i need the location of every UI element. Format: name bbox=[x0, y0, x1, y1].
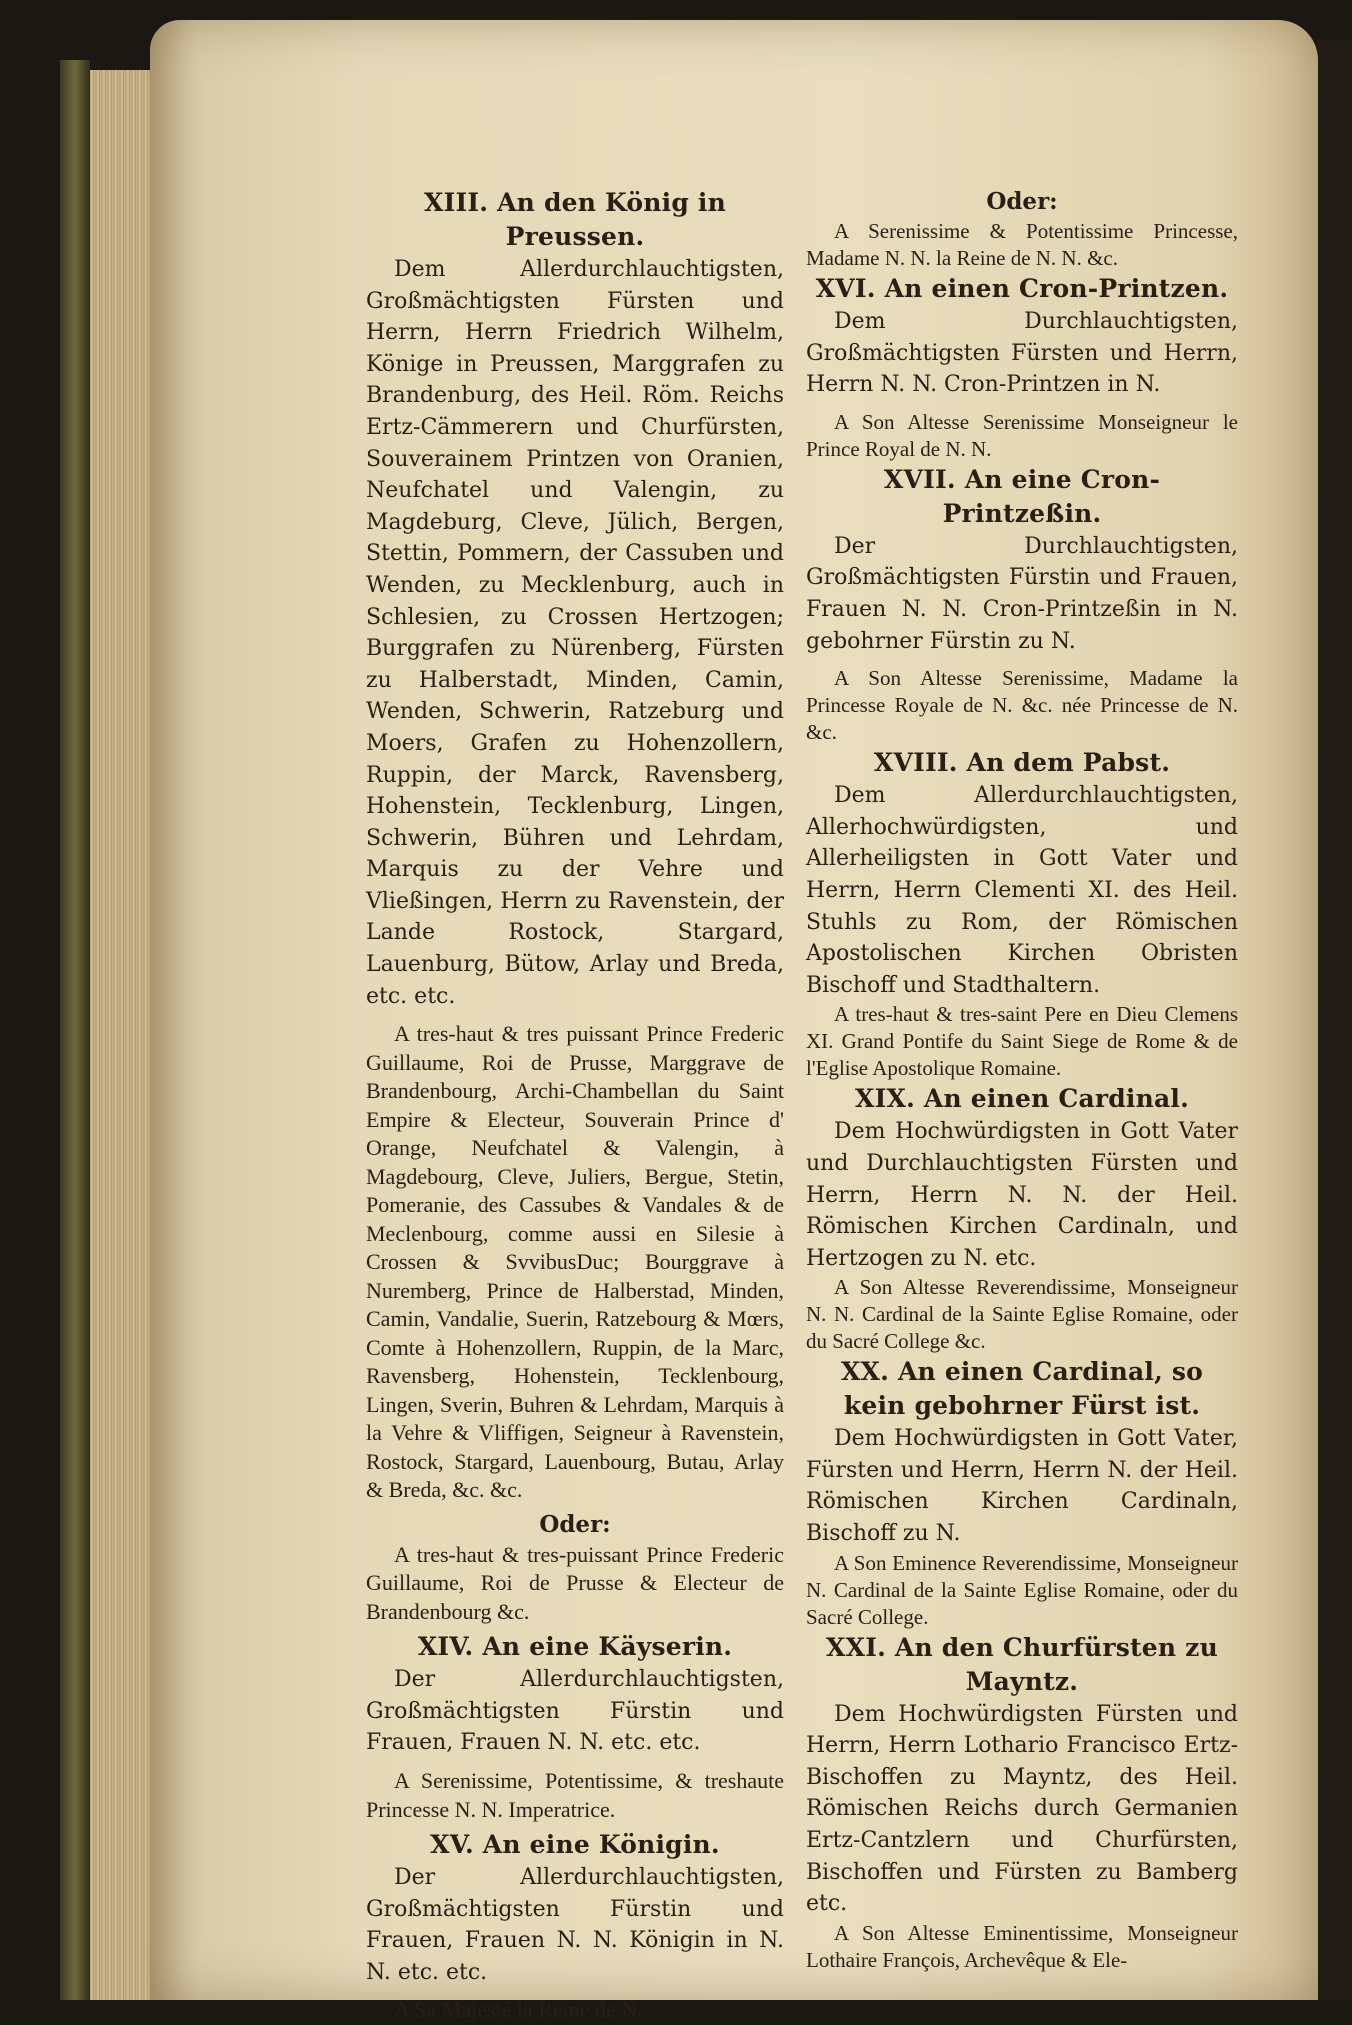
paragraph-xix-german: Dem Hochwürdigsten in Gott Vater und Durchlauchtigsten Fürsten und Herrn, Herrn N. N. der Heil. Römischen Kirchen Cardinaln, und Hertzogen zu N. etc. bbox=[806, 1119, 1238, 1271]
paragraph-xvii-german: Der Durchlauchtigsten, Großmächtigsten Fürstin und Frauen, Frauen N. N. Cron-Printzeßin in N. gebohrner Fürstin zu N. bbox=[806, 533, 1238, 654]
paragraph-xv-french-alt: A Serenissime & Potentissime Princesse, Madame N. N. la Reine de N. N. &c. bbox=[806, 219, 1238, 270]
paragraph-xvii-french: A Son Altesse Serenissime, Madame la Princesse Royale de N. &c. née Princesse de N. &c. bbox=[806, 666, 1238, 745]
paragraph-xvi-german: Dem Durchlauchtigsten, Großmächtigsten Fürsten und Herrn, Herrn N. N. Cron-Printzen in N. bbox=[806, 309, 1238, 398]
book-cover-edge bbox=[60, 60, 90, 2000]
heading-xx: XX. An einen Cardinal, so kein gebohrner Fürst ist. bbox=[840, 1357, 1204, 1421]
heading-xviii: XVIII. An dem Pabst. bbox=[873, 748, 1171, 778]
right-column bbox=[806, 186, 1238, 1974]
heading-xiv: XIV. An eine Käyserin. bbox=[417, 1632, 733, 1662]
heading-xvii: XVII. An eine Cron-Printzeßin. bbox=[883, 464, 1161, 528]
heading-xix: XIX. An einen Cardinal. bbox=[855, 1084, 1189, 1114]
heading-xiii: XIII. An den König in Preussen. bbox=[423, 188, 726, 251]
paragraph-xiv-french: A Serenissime, Potentissime, & treshaute Princesse N. N. Imperatrice. bbox=[366, 1768, 784, 1822]
paragraph-xiii-french-alt: A tres-haut & tres-puissant Prince Frederic Guillaume, Roi de Prusse & Electeur de Brandenbourg &c. bbox=[366, 1541, 784, 1624]
paragraph-xx-german: Dem Hochwürdigsten in Gott Vater, Fürsten und Herrn, Herrn N. der Heil. Römischen Kirchen Cardinaln, Bischoff zu N. bbox=[806, 1426, 1238, 1547]
oder-separator: Oder: bbox=[539, 1510, 611, 1538]
paragraph-xix-french: A Son Altesse Reverendissime, Monseigneur N. N. Cardinal de la Sainte Eglise Romaine, oder du Sacré College &c. bbox=[806, 1275, 1238, 1354]
paragraph-xxi-french: A Son Altesse Eminentissime, Monseigneur Lothaire François, Archevêque & Ele- bbox=[806, 1920, 1238, 1972]
paragraph-xx-french: A Son Eminence Reverendissime, Monseigneur N. Cardinal de la Sainte Eglise Romaine, oder du Sacré College. bbox=[806, 1550, 1238, 1629]
paragraph-xiii-german: Dem Allerdurchlauchtigsten, Großmächtigsten Fürsten und Herrn, Herrn Friedrich Wilhelm, Könige in Preussen, Marggrafen zu Brandenburg, des Heil. Röm. Reichs Ertz-Cämmerern und Churfürsten, Souverainem Printzen von Oranien, Neufchatel und Valengin, zu Magdeburg, Cleve, Jülich, Bergen, Stettin, Pommern, der Cassuben und Wenden, zu Mecklenburg, auch in Schlesien, zu Crossen Hertzogen; Burggrafen zu Nürenberg, Fürsten zu Halberstadt, Minden, Camin, Wenden, Schwerin, Ratzeburg und Moers, Grafen zu Hohenzollern, Ruppin, der Marck, Ravensberg, Hohenstein, Tecklenburg, Lingen, Schwerin, Bühren und Lehrdam, Marquis zu der Vehre und Vließingen, Herrn zu Ravenstein, der Lande Rostock, Stargard, Lauenburg, Bütow, Arlay und Breda, etc. etc. bbox=[366, 257, 784, 1009]
left-column bbox=[366, 186, 784, 2025]
paragraph-xiii-french: A tres-haut & tres puissant Prince Frederic Guillaume, Roi de Prusse, Marggrave de Brandenbourg, Archi-Chambellan du Saint Empire & Electeur, Souverain Prince d' Orange, Neufchatel & Valengin, à Magdebourg, Cleve, Juliers, Bergue, Stetin, Pomeranie, des Cassubes & Vandales & de Meclenbourg, comme aussi en Silesie à Crossen & SvvibusDuc; Bourggrave à Nuremberg, Prince de Halberstad, Minden, Camin, Vandalie, Suerin, Ratzebourg & Mœrs, Comte à Hohenzollern, Ruppin, de la Marc, Ravensberg, Hohenstein, Tecklenbourg, Lingen, Sverin, Buhren & Lehrdam, Marquis à la Vehre & Vliffigen, Seigneur à Ravenstein, Rostock, Stargard, Lauenbourg, Butau, Arlay & Breda, &c. &c. bbox=[366, 1021, 784, 1503]
paragraph-xviii-french: A tres-haut & tres-saint Pere en Dieu Clemens XI. Grand Pontife du Saint Siege de Rome & de l'Eglise Apostolique Romaine. bbox=[806, 1002, 1238, 1081]
paragraph-xv-french: A Sa Majesté la Reine de N. bbox=[394, 1997, 643, 2023]
paragraph-xviii-german: Dem Allerdurchlauchtigsten, Allerhochwürdigsten, und Allerheiligsten in Gott Vater und Herrn, Herrn Clementi XI. des Heil. Stuhls zu Rom, der Römischen Apostolischen Kirchen Obristen Bischoff und Stadthaltern. bbox=[806, 783, 1238, 998]
paragraph-xiv-german: Der Allerdurchlauchtigsten, Großmächtigsten Fürstin und Frauen, Frauen N. N. etc. etc. bbox=[366, 1667, 784, 1756]
heading-xv: XV. An eine Königin. bbox=[430, 1830, 720, 1860]
paragraph-xvi-french: A Son Altesse Serenissime Monseigneur le Prince Royal de N. N. bbox=[806, 409, 1238, 461]
heading-xvi: XVI. An einen Cron-Printzen. bbox=[815, 274, 1229, 303]
oder-separator: Oder: bbox=[986, 188, 1058, 215]
heading-xxi: XXI. An den Churfürsten zu Mayntz. bbox=[826, 1632, 1218, 1696]
paragraph-xxi-german: Dem Hochwürdigsten Fürsten und Herrn, Herrn Lothario Francisco Ertz-Bischoffen zu Mayntz, des Heil. Römischen Reichs durch Germanien Ertz-Cantzlern und Churfürsten, Bischoffen und Fürsten zu Bamberg etc. bbox=[806, 1701, 1238, 1917]
paragraph-xv-german: Der Allerdurchlauchtigsten, Großmächtigsten Fürstin und Frauen, Frauen N. N. Königin in N. N. etc. etc. bbox=[366, 1865, 784, 1985]
dark-background-strip bbox=[1318, 40, 1352, 2000]
